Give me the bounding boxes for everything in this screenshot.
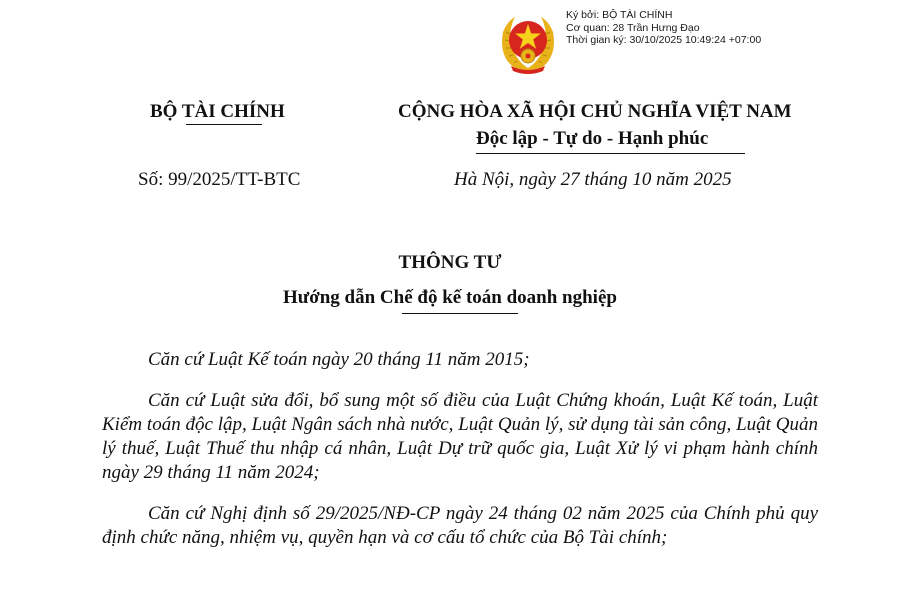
signature-agency: Cơ quan: 28 Trần Hưng Đạo (566, 21, 700, 34)
legal-basis-paragraph: Căn cứ Luật Kế toán ngày 20 tháng 11 năm 2015; (148, 349, 530, 370)
national-motto: Độc lập - Tự do - Hạnh phúc (476, 128, 709, 149)
document-body (102, 348, 818, 550)
subject-underline (402, 313, 518, 314)
national-emblem-icon (497, 10, 559, 76)
digital-signature-block (566, 9, 886, 47)
legal-basis-paragraph: Căn cứ Luật sửa đổi, bổ sung một số điều của Luật Chứng khoán, Luật Kế toán, Luật Kiểm toán độc lập, Luật Ngân sách nhà nước, Luật Quản lý, sử dụng tài sản công, Luật Quản lý thuế, Luật Thuế thu nhập cá nhân, Luật Dự trữ quốc gia, Luật Xử lý vi phạm hành chính ngày 29 tháng 11 năm 2024; (102, 390, 818, 483)
signature-signer: Ký bởi: BỘ TÀI CHÍNH (566, 9, 673, 21)
document-type-title: THÔNG TƯ (398, 252, 502, 273)
document-number: Số: 99/2025/TT-BTC (138, 169, 301, 190)
agency-underline (186, 124, 262, 125)
country-name: CỘNG HÒA XÃ HỘI CHỦ NGHĨA VIỆT NAM (398, 101, 792, 122)
place-and-date: Hà Nội, ngày 27 tháng 10 năm 2025 (454, 169, 732, 190)
signature-time: Thời gian ký: 30/10/2025 10:49:24 +07:00 (566, 34, 762, 46)
motto-underline (476, 153, 745, 154)
document-subject: Hướng dẫn Chế độ kế toán doanh nghiệp (283, 287, 617, 308)
issuing-agency: BỘ TÀI CHÍNH (150, 101, 285, 122)
legal-basis-paragraph: Căn cứ Nghị định số 29/2025/NĐ-CP ngày 24 tháng 02 năm 2025 của Chính phủ quy định chức năng, nhiệm vụ, quyền hạn và cơ cấu tổ chức của Bộ Tài chính; (102, 503, 818, 548)
